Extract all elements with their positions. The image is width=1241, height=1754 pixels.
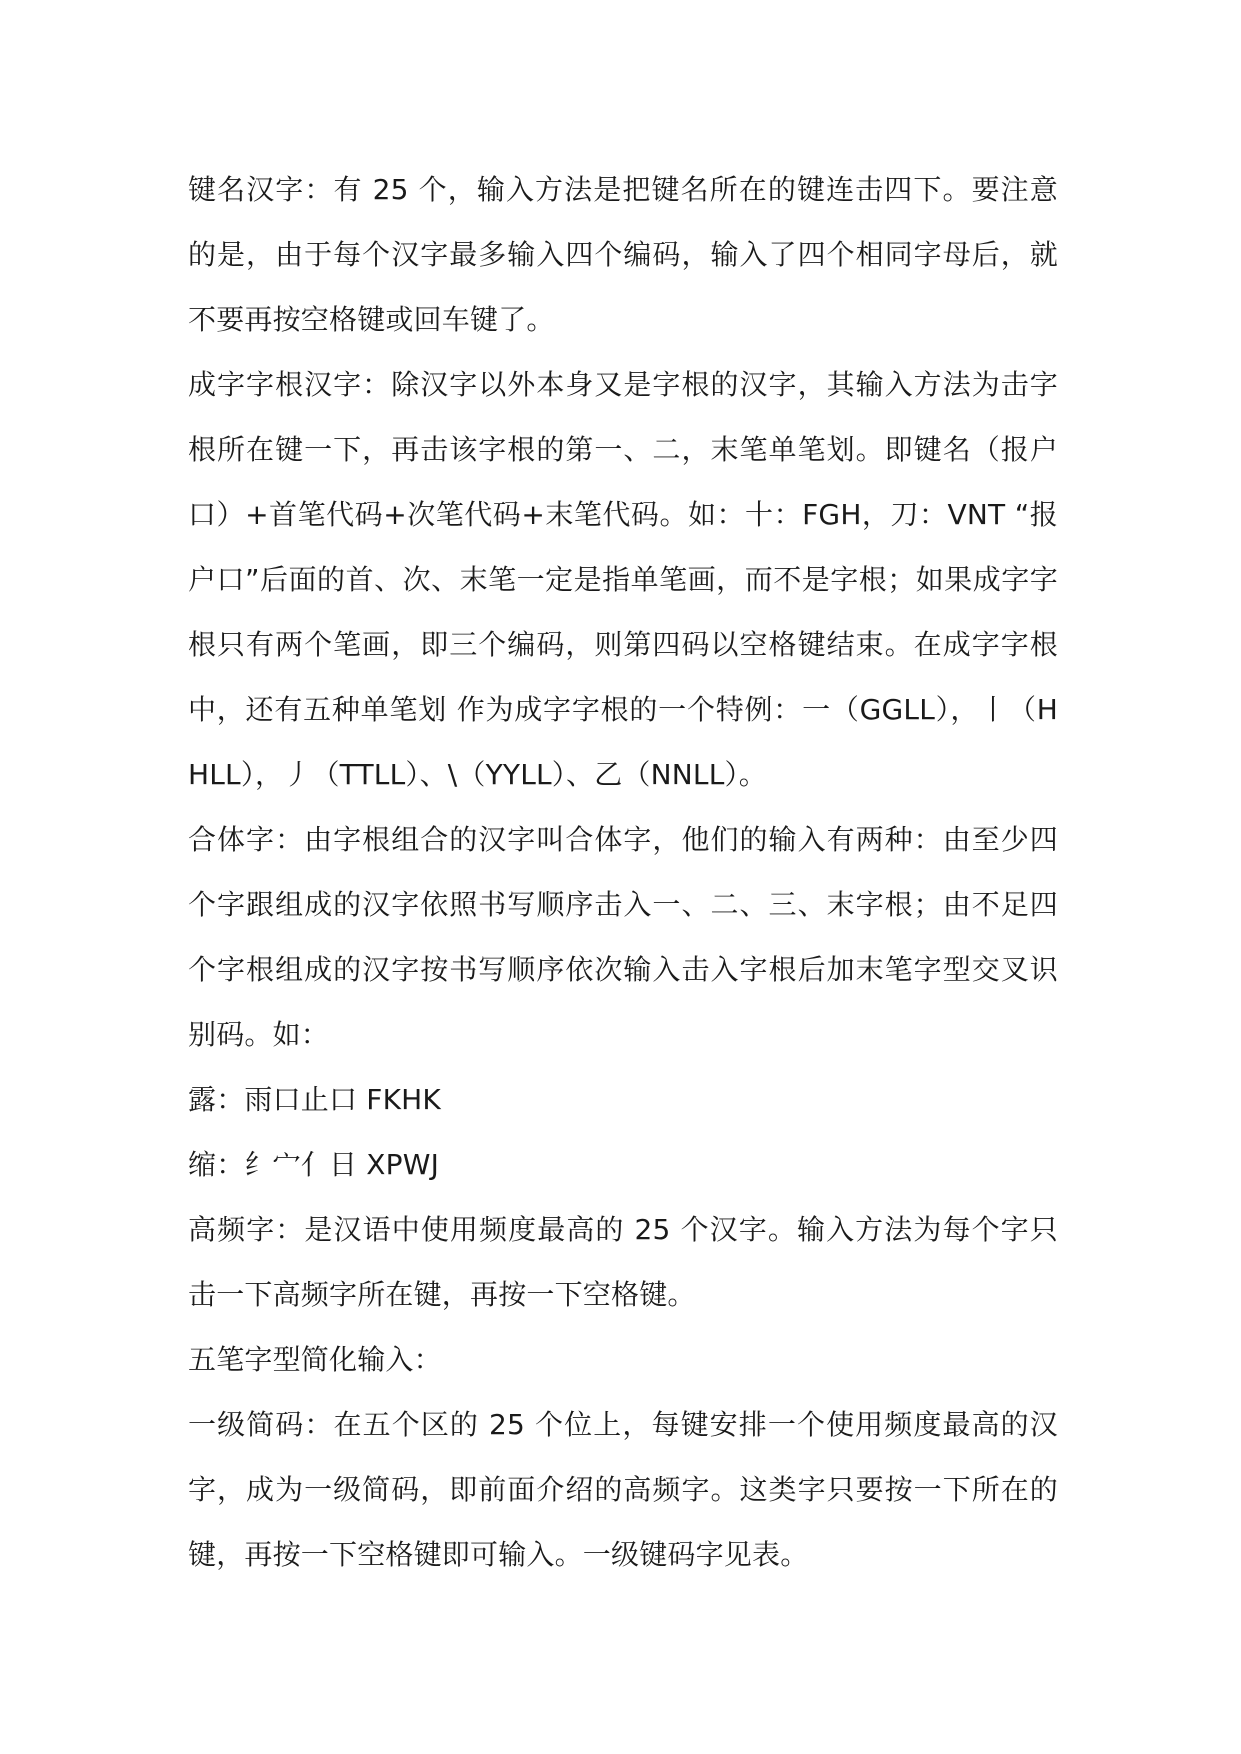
example-lu: 露：雨口止口 FKHK bbox=[188, 1083, 441, 1116]
paragraph-root-characters: 成字字根汉字：除汉字以外本身又是字根的汉字，其输入方法为击字根所在键一下，再击该字根的第一、二，末笔单笔划。即键名（报户口）+首笔代码+次笔代码+末笔代码。如：十：FGH，刀：VNT “报户口”后面的首、次、末笔一定是指单笔画，而不是字根；如果成字字根只有两个笔画，即三个编码，则第四码以空格键结束。在成字字根中，还有五种单笔划 作为成字字根的一个特例：一（GGLL），丨（HHLL），丿（TTLL）、\（YYLL）、乙（NNLL）。 bbox=[188, 368, 1058, 791]
paragraph-compound-characters: 合体字：由字根组合的汉字叫合体字，他们的输入有两种：由至少四个字跟组成的汉字依照书写顺序击入一、二、三、末字根；由不足四个字根组成的汉字按书写顺序依次输入击入字根后加末笔字型交叉识别码。如： bbox=[188, 823, 1058, 1051]
paragraph-level-one-codes: 一级简码：在五个区的 25 个位上，每键安排一个使用频度最高的汉字，成为一级简码，即前面介绍的高频字。这类字只要按一下所在的键，再按一下空格键即可输入。一级键码字见表。 bbox=[188, 1408, 1058, 1571]
example-suo: 缩：纟宀亻日 XPWJ bbox=[188, 1148, 440, 1181]
paragraph-key-name-characters: 键名汉字：有 25 个，输入方法是把键名所在的键连击四下。要注意的是，由于每个汉字最多输入四个编码，输入了四个相同字母后，就不要再按空格键或回车键了。 bbox=[188, 173, 1058, 336]
paragraph-high-frequency: 高频字：是汉语中使用频度最高的 25 个汉字。输入方法为每个字只击一下高频字所在键，再按一下空格键。 bbox=[188, 1213, 1058, 1311]
document-body bbox=[188, 157, 1058, 1587]
heading-simplified-input: 五笔字型简化输入： bbox=[188, 1343, 442, 1376]
